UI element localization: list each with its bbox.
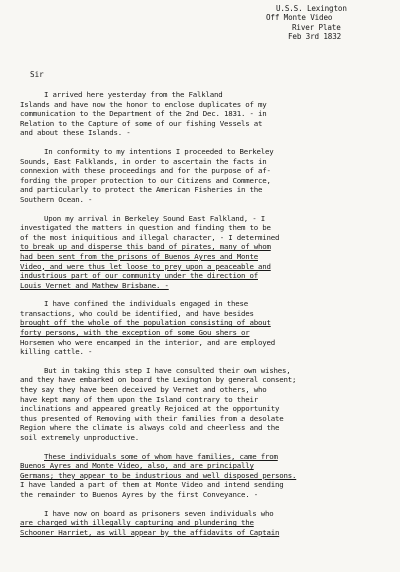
dateline-date: Feb 3rd 1832 <box>288 32 342 42</box>
text-line: These individuals some of whom have families, came from <box>44 451 278 461</box>
text-line: Islands and have now the honor to enclose duplicates of my <box>20 99 267 109</box>
text-line: brought off the whole of the population consisting of about <box>20 318 271 328</box>
text-line: of the most iniquitious and illegal character, - I determined <box>20 232 280 242</box>
text-line: and particularly to protect the American Fisheries in the <box>20 185 263 195</box>
text-line: inclinations and appeared greatly Rejoiced at the opportunity <box>20 404 280 414</box>
paragraph-6 <box>20 452 392 500</box>
text-line: to break up and disperse this band of pirates, many of whom <box>20 242 271 252</box>
letter-body <box>20 90 392 546</box>
text-line: had been sent from the prisons of Buenos Ayres and Monte <box>20 251 258 261</box>
dateline-location: Off Monte Video <box>266 13 333 23</box>
salutation: Sir <box>30 70 44 79</box>
text-line: connexion with these proceedings and for the purpose of af- <box>20 166 271 176</box>
text-line: Schooner Harriet, as will appear by the affidavits of Captain <box>20 527 280 537</box>
text-line: Horsemen who were encamped in the interior, and are employed <box>20 337 275 347</box>
paragraph-5 <box>20 366 392 443</box>
text-line: Video, and were thus let loose to prey upon a peaceable and <box>20 261 271 271</box>
text-line: have kept many of them upon the Island contrary to their <box>20 394 258 404</box>
text-line: the remainder to Buenos Ayres by the first Conveyance. - <box>20 489 258 499</box>
text-line: Buenos Ayres and Monte Video, also, and are principally <box>20 461 254 471</box>
text-line: and about these Islands. - <box>20 128 131 138</box>
text-line: fording the proper protection to our Citizens and Commerce, <box>20 175 271 185</box>
text-line: Relation to the Capture of some of our fishing Vessels at <box>20 118 263 128</box>
paragraph-4 <box>20 299 392 357</box>
text-line: Louis Vernet and Mathew Brisbane. - <box>20 280 169 290</box>
paragraph-3 <box>20 214 392 291</box>
dateline-ship: U.S.S. Lexington <box>276 4 347 13</box>
text-line: are charged with illegally capturing and plundering the <box>20 518 254 528</box>
text-line: Sounds, East Falklands, in order to ascertain the facts in <box>20 156 267 166</box>
text-line: Southern Ocean. - <box>20 194 93 204</box>
text-line: forty persons, with the exception of some Gou shers or <box>20 328 250 338</box>
text-line: they say they have been deceived by Vernet and others, who <box>20 385 267 395</box>
text-line: I have landed a part of them at Monte Video and intend sending <box>20 480 284 490</box>
text-line: I have confined the individuals engaged in these <box>44 299 248 309</box>
text-line: But in taking this step I have consulted their own wishes, <box>44 365 291 375</box>
text-line: Upon my arrival in Berkeley Sound East Falkland, - I <box>44 213 265 223</box>
text-line: I have now on board as prisoners seven individuals who <box>44 508 274 518</box>
paragraph-7 <box>20 509 392 538</box>
text-line: communication to the Department of the 2nd Dec. 1831. - in <box>20 109 267 119</box>
text-line: soil extremely unproductive. <box>20 433 139 442</box>
text-line: transactions, who could be identified, and have besides <box>20 308 254 318</box>
text-line: I arrived here yesterday from the Falkland <box>44 90 223 99</box>
text-line: Region where the climate is always cold and cheerless and the <box>20 423 280 433</box>
text-line: and they have embarked on board the Lexington by general consent; <box>20 375 297 385</box>
dateline <box>266 4 347 42</box>
text-line: killing cattle. - <box>20 347 93 357</box>
paragraph-1 <box>20 90 392 138</box>
dateline-river: River Plate <box>292 22 341 32</box>
text-line: industrious part of our community under the direction of <box>20 271 258 281</box>
text-line: Germans; they appear to be industrious and well disposed persons. <box>20 470 297 480</box>
text-line: thus presented of Removing with their families from a desolate <box>20 413 284 423</box>
text-line: investigated the matters in question and finding them to be <box>20 223 271 233</box>
paragraph-2 <box>20 147 392 205</box>
text-line: In conformity to my intentions I proceeded to Berkeley <box>44 146 274 156</box>
